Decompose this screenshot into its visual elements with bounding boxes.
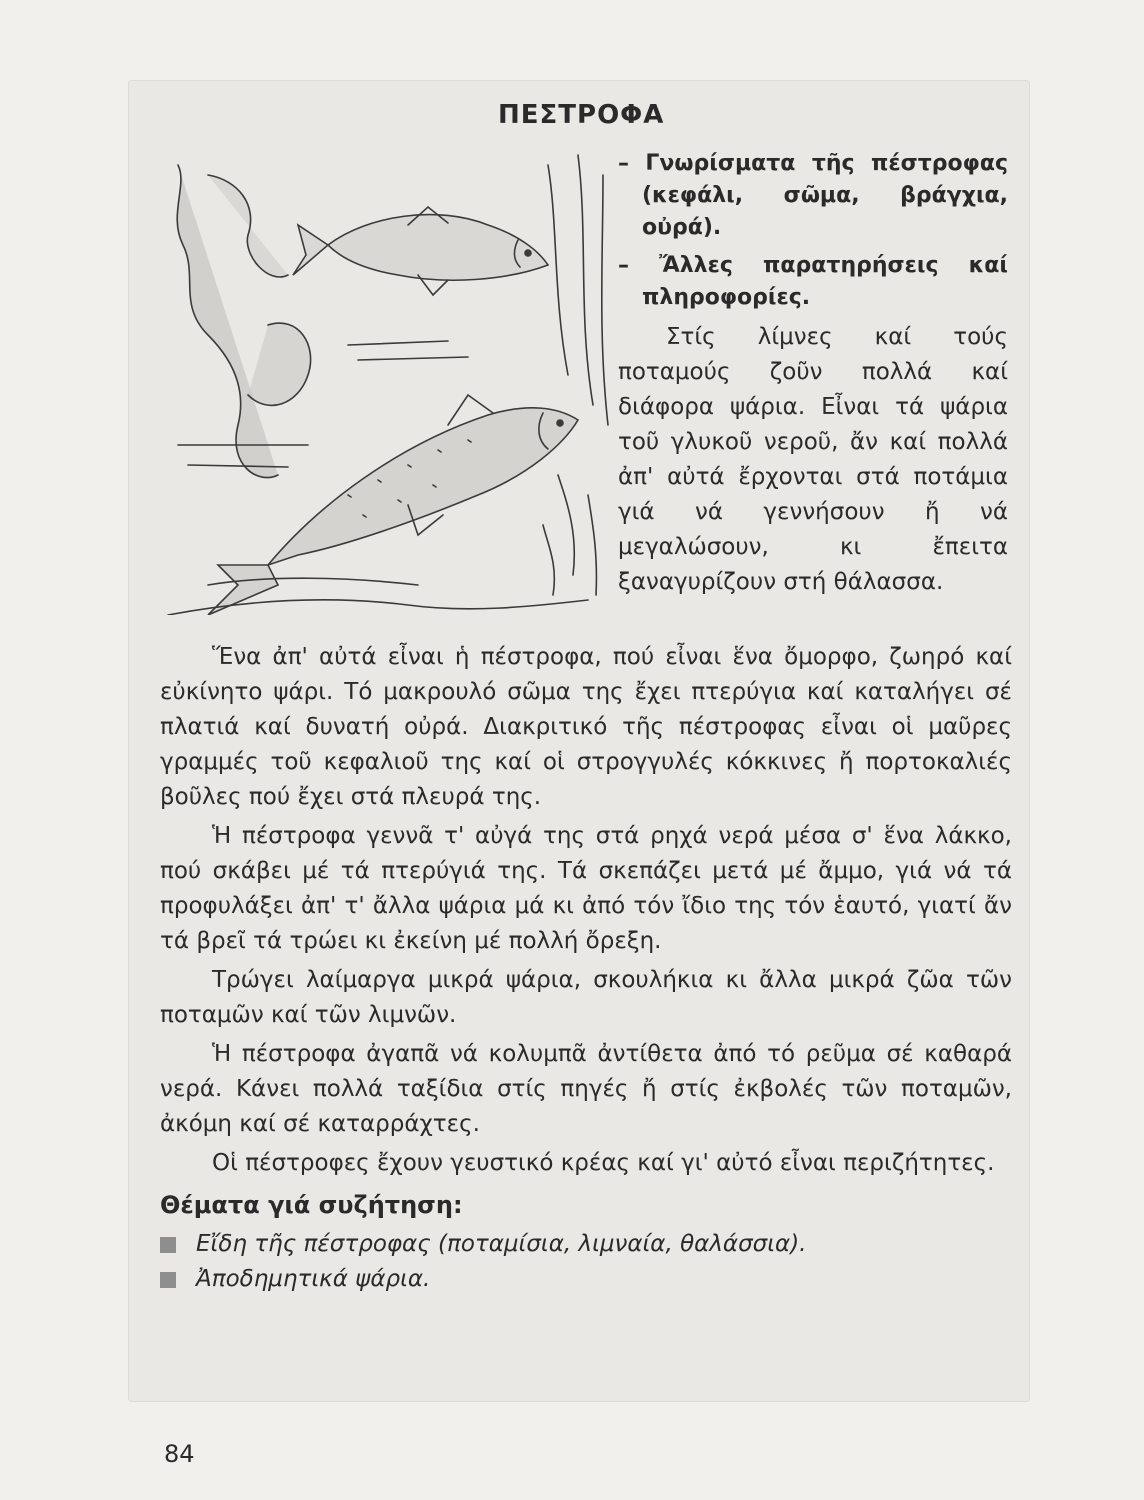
discussion-item — [160, 1262, 1012, 1297]
textbook-page — [148, 100, 1028, 1480]
main-text — [160, 640, 1012, 1297]
page-number: 84 — [164, 1440, 195, 1468]
square-bullet-icon — [160, 1237, 176, 1253]
discussion-title: Θέματα γιά συζήτηση: — [160, 1191, 463, 1219]
trout-illustration — [148, 145, 618, 615]
intro-column — [618, 148, 1008, 600]
discussion-item-text: Εἴδη τῆς πέστροφας (ποταμίσια, λιμναία, θαλάσσια). — [196, 1231, 807, 1257]
paragraph-5: Οἱ πέστροφες ἔχουν γευστικό κρέας καί γι' αὐτό εἶναι περιζήτητες. — [212, 1150, 995, 1176]
square-bullet-icon — [160, 1272, 176, 1288]
bullet-observations: – Ἄλλες παρατηρήσεις καί πληροφορίες. — [618, 253, 1008, 310]
discussion-item — [160, 1227, 1012, 1262]
page-title: ΠΕΣΤΡΟΦΑ — [498, 100, 665, 130]
paragraph-3: Τρώγει λαίμαργα μικρά ψάρια, σκουλήκια κι ἄλλα μικρά ζῶα τῶν ποταμῶν καί τῶν λιμνῶν. — [160, 967, 1012, 1028]
bullet-features: – Γνωρίσματα τῆς πέστροφας (κεφάλι, σῶμα, βράγχια, οὐρά). — [618, 151, 1008, 240]
paragraph-4: Ἡ πέστροφα ἀγαπᾶ νά κολυμπᾶ ἀντίθετα ἀπό τό ρεῦμα σέ καθαρά νερά. Κάνει πολλά ταξίδια στίς πηγές ἤ στίς ἐκβολές τῶν ποταμῶν, ἀκόμη καί σέ καταρράχτες. — [160, 1041, 1012, 1137]
discussion-item-text: Ἀποδημητικά ψάρια. — [196, 1266, 431, 1292]
paragraph-2: Ἡ πέστροφα γεννᾶ τ' αὐγά της στά ρηχά νερά μέσα σ' ἕνα λάκκο, πού σκάβει μέ τά πτερύγιά της. Τά σκεπάζει μετά μέ ἄμμο, γιά νά τά προφυλάξει ἀπ' τ' ἄλλα ψάρια μά κι ἀπό τόν ἴδιο της τόν ἑαυτό, γιατί ἄν τά βρεῖ τά τρώει κι ἐκείνη μέ πολλή ὄρεξη. — [160, 823, 1012, 954]
paragraph-1: Ἕνα ἀπ' αὐτά εἶναι ἡ πέστροφα, πού εἶναι ἕνα ὄμορφο, ζωηρό καί εὐκίνητο ψάρι. Τό μακρουλό σῶμα της ἔχει πτερύγια καί καταλήγει σέ πλατιά καί δυνατή οὐρά. Διακριτικό τῆς πέστροφας εἶναι οἱ μαῦρες γραμμές τοῦ κεφαλιοῦ της καί οἱ στρογγυλές κόκκινες ἤ πορτοκαλιές βοῦλες πού ἔχει στά πλευρά της. — [160, 644, 1012, 810]
intro-paragraph: Στίς λίμνες καί τούς ποταμούς ζοῦν πολλά καί διάφορα ψάρια. Εἶναι τά ψάρια τοῦ γλυκοῦ νεροῦ, ἄν καί πολλά ἀπ' αὐτά ἔρχονται στά ποτάμια γιά νά γεννήσουν ἤ νά μεγαλώσουν, κι ἔπειτα ξαναγυρίζουν στή θάλασσα. — [618, 324, 1008, 595]
